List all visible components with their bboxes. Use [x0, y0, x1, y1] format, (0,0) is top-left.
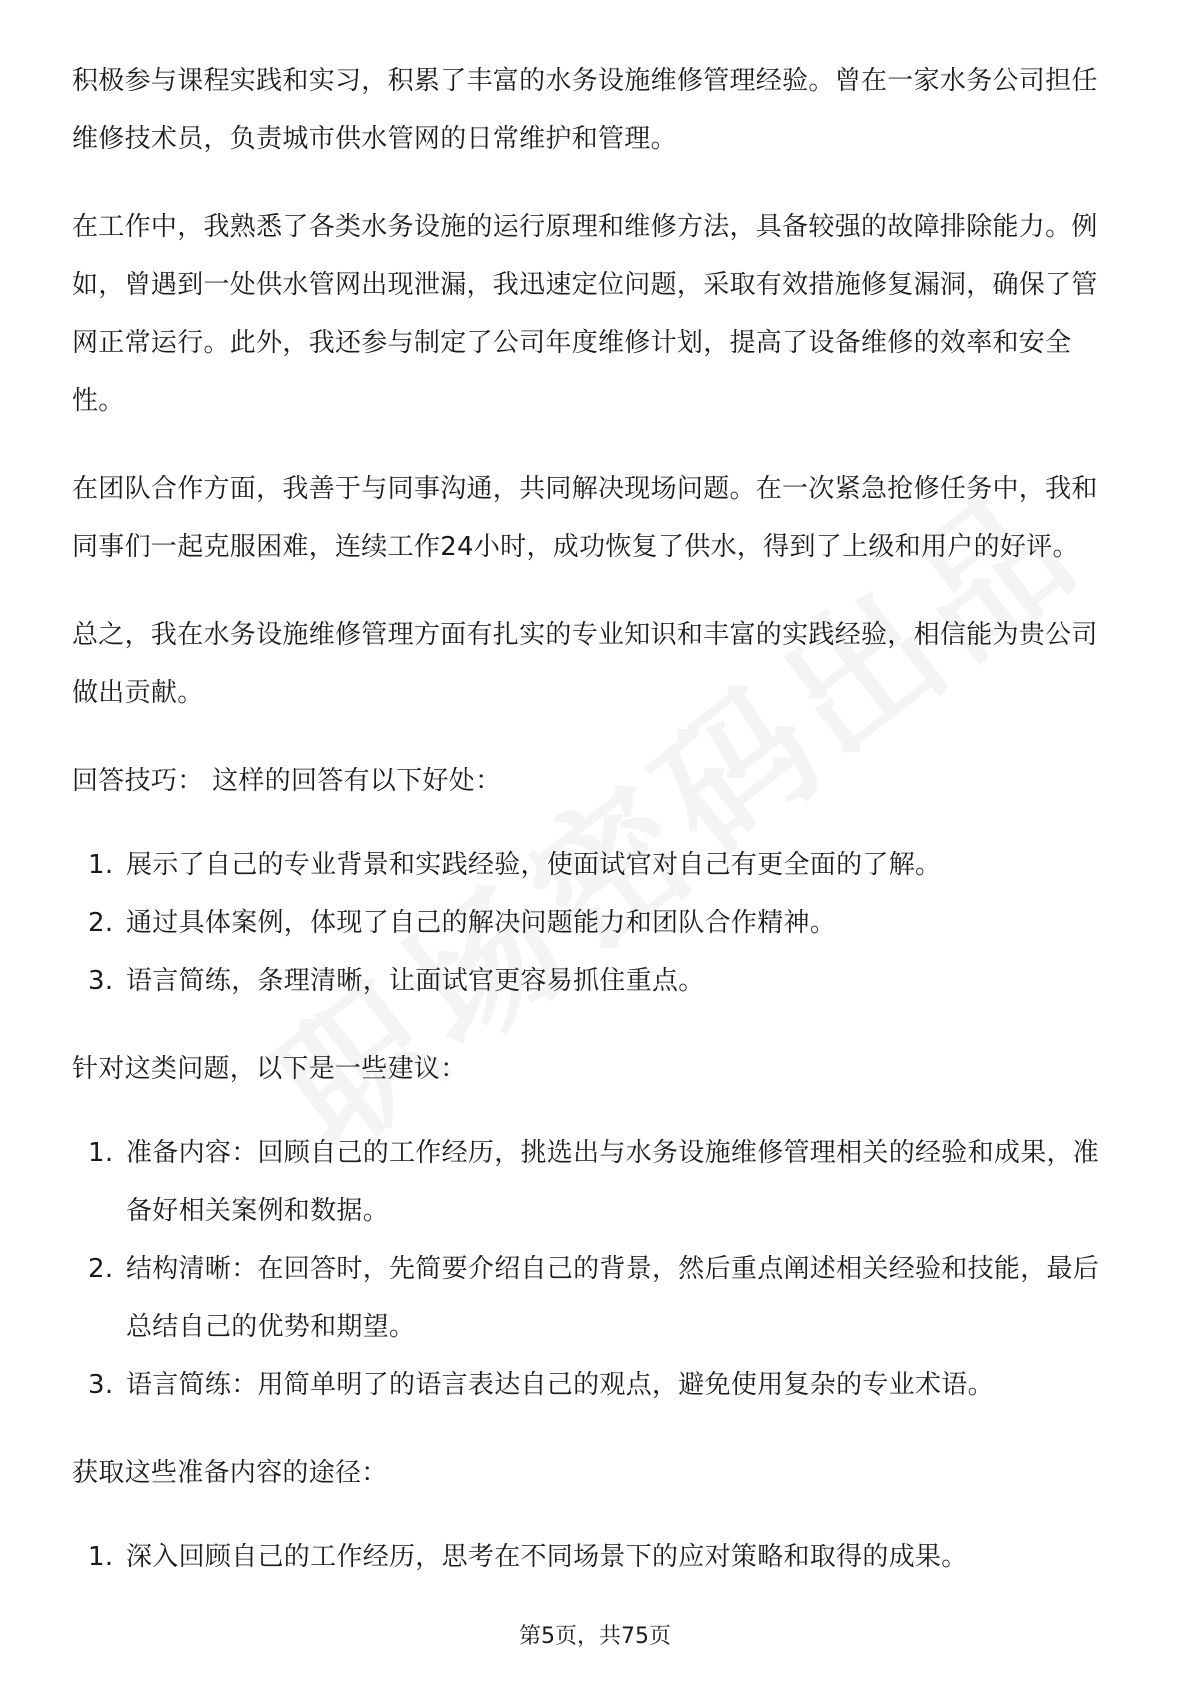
list-number: 1.: [88, 1138, 114, 1168]
list-item: [72, 836, 1122, 894]
suggestions-list: [72, 1124, 1122, 1414]
page-footer: 第5页，共75页: [519, 1624, 671, 1649]
list-item: [72, 1240, 1122, 1356]
list-number: 3.: [88, 966, 114, 996]
list-text: 语言简练，条理清晰，让面试官更容易抓住重点。: [126, 966, 705, 996]
list-item: [72, 1124, 1122, 1240]
list-number: 1.: [88, 850, 114, 880]
list-number: 1.: [88, 1542, 114, 1572]
paragraph-practice: 积极参与课程实践和实习，积累了丰富的水务设施维修管理经验。曾在一家水务公司担任维修技术员，负责城市供水管网的日常维护和管理。: [72, 66, 1098, 154]
list-text: 通过具体案例，体现了自己的解决问题能力和团队合作精神。: [126, 908, 837, 938]
list-item: [72, 952, 1122, 1010]
list-number: 2.: [88, 908, 114, 938]
sources-list: [72, 1528, 1122, 1586]
list-text: 结构清晰：在回答时，先简要介绍自己的背景，然后重点阐述相关经验和技能，最后总结自己的优势和期望。: [126, 1254, 1100, 1342]
list-number: 3.: [88, 1370, 114, 1400]
list-text: 准备内容：回顾自己的工作经历，挑选出与水务设施维修管理相关的经验和成果，准备好相关案例和数据。: [126, 1138, 1100, 1226]
list-text: 深入回顾自己的工作经历，思考在不同场景下的应对策略和取得的成果。: [126, 1542, 968, 1572]
paragraph-summary: 总之，我在水务设施维修管理方面有扎实的专业知识和丰富的实践经验，相信能为贵公司做出贡献。: [72, 620, 1098, 708]
paragraph-work: 在工作中，我熟悉了各类水务设施的运行原理和维修方法，具备较强的故障排除能力。例如，曾遇到一处供水管网出现泄漏，我迅速定位问题，采取有效措施修复漏洞，确保了管网正常运行。此外，我还参与制定了公司年度维修计划，提高了设备维修的效率和安全性。: [72, 212, 1098, 416]
list-number: 2.: [88, 1254, 114, 1284]
document-page: [72, 52, 1122, 1616]
list-item: [72, 1528, 1122, 1586]
tips-heading: 回答技巧： 这样的回答有以下好处：: [72, 766, 502, 796]
suggestions-heading: 针对这类问题，以下是一些建议：: [72, 1054, 467, 1084]
paragraph-teamwork: 在团队合作方面，我善于与同事沟通，共同解决现场问题。在一次紧急抢修任务中，我和同事们一起克服困难，连续工作24小时，成功恢复了供水，得到了上级和用户的好评。: [72, 474, 1098, 562]
tips-list: [72, 836, 1122, 1010]
list-item: [72, 894, 1122, 952]
list-text: 展示了自己的专业背景和实践经验，使面试官对自己有更全面的了解。: [126, 850, 942, 880]
list-item: [72, 1356, 1122, 1414]
sources-heading: 获取这些准备内容的途径：: [72, 1458, 388, 1488]
list-text: 语言简练：用简单明了的语言表达自己的观点，避免使用复杂的专业术语。: [126, 1370, 994, 1400]
